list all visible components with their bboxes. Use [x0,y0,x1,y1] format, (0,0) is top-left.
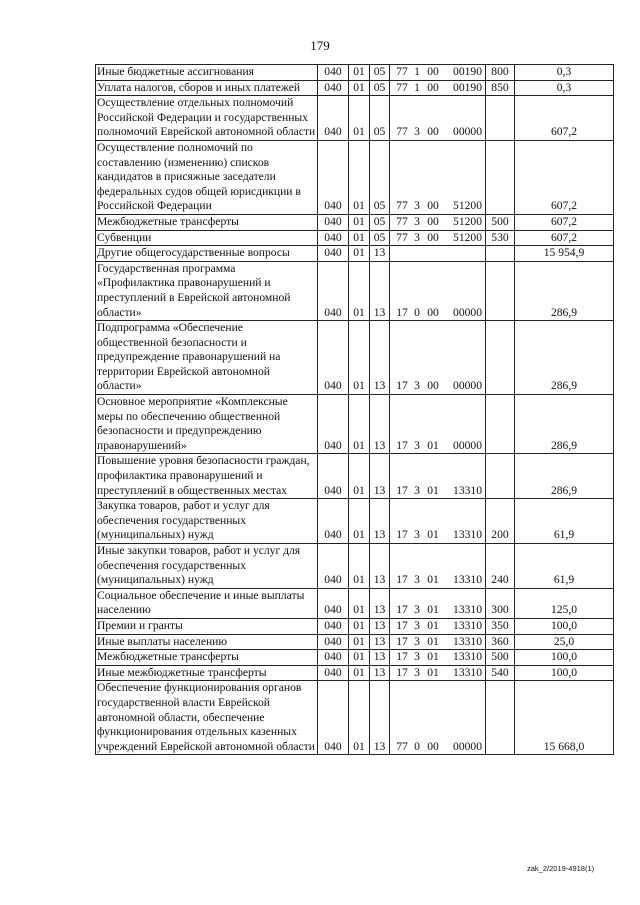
table-row [96,246,614,262]
target-code-part: 00 [427,739,439,753]
budget-table [95,64,614,755]
target-article-code [390,544,486,589]
subsection-code: 05 [370,65,390,81]
subsection-code: 13 [370,246,390,262]
subsection-code: 13 [370,665,390,681]
expense-type-code: 200 [486,499,515,544]
expense-type-code: 850 [486,80,515,96]
target-code-part: 17 [396,483,408,497]
target-article-code [390,246,486,262]
target-code-part: 01 [427,438,439,452]
target-code-part: 77 [396,125,408,139]
ministry-code: 040 [318,214,349,230]
target-article-code [390,65,486,81]
target-code-part: 0 [414,305,420,319]
row-name: Иные закупки товаров, работ и услуг для обеспечения государственных (муниципальных) нужд [96,544,318,589]
amount: 286,9 [515,454,614,499]
expense-type-code [486,246,515,262]
section-code: 01 [349,665,370,681]
expense-type-code [486,140,515,214]
target-code-part: 0 [414,739,420,753]
target-article-code [390,395,486,454]
target-code-part: 17 [396,603,408,617]
target-code-part: 01 [427,618,439,632]
target-code-part: 3 [414,650,420,664]
section-code: 01 [349,395,370,454]
expense-type-code: 350 [486,618,515,634]
expense-type-code: 500 [486,214,515,230]
target-code-part: 01 [427,650,439,664]
row-name: Другие общегосударственные вопросы [96,246,318,262]
target-code-part: 01 [427,665,439,679]
section-code: 01 [349,454,370,499]
subsection-code: 13 [370,681,390,755]
table-row [96,634,614,650]
target-code-part: 17 [396,379,408,393]
target-code-part: 77 [396,230,408,244]
target-article-code [390,80,486,96]
target-article-code [390,665,486,681]
target-code-part: 00000 [453,125,482,139]
target-article-code [390,230,486,246]
target-code-part: 51200 [453,214,482,228]
target-article-code [390,454,486,499]
ministry-code: 040 [318,499,349,544]
expense-type-code [486,395,515,454]
row-name: Осуществление отдельных полномочий Российской Федерации и государственных полномочий Еврейской автономной области [96,96,318,141]
target-code-part: 3 [414,483,420,497]
ministry-code: 040 [318,454,349,499]
target-code-part: 13310 [453,634,482,648]
target-code-part: 13310 [453,603,482,617]
target-code-part: 77 [396,214,408,228]
target-code-part: 1 [414,65,420,78]
target-code-part: 00 [427,214,439,228]
target-code-part: 00000 [453,739,482,753]
target-code-part: 00000 [453,379,482,393]
subsection-code: 13 [370,588,390,618]
target-code-part: 17 [396,618,408,632]
target-article-code [390,261,486,320]
section-code: 01 [349,246,370,262]
row-name: Межбюджетные трансферты [96,650,318,666]
row-name: Обеспечение функционирования органов государственной власти Еврейской автономной области, обеспечение функционирования отдельных казенных учреждений Еврейской автономной области [96,681,318,755]
table-row [96,454,614,499]
expense-type-code: 240 [486,544,515,589]
amount: 100,0 [515,650,614,666]
subsection-code: 13 [370,499,390,544]
target-code-part: 00 [427,65,439,78]
target-code-part: 3 [414,618,420,632]
target-code-part: 00 [427,199,439,213]
target-code-part: 17 [396,305,408,319]
row-name: Государственная программа «Профилактика правонарушений и преступлений в Еврейской автономной области» [96,261,318,320]
section-code: 01 [349,499,370,544]
target-code-part: 77 [396,739,408,753]
amount: 100,0 [515,618,614,634]
amount: 607,2 [515,140,614,214]
target-code-part: 1 [414,80,420,94]
target-code-part: 17 [396,528,408,542]
amount: 61,9 [515,544,614,589]
target-article-code [390,650,486,666]
row-name: Субвенции [96,230,318,246]
ministry-code: 040 [318,588,349,618]
ministry-code: 040 [318,634,349,650]
subsection-code: 05 [370,214,390,230]
ministry-code: 040 [318,681,349,755]
table-row [96,395,614,454]
target-code-part: 3 [414,528,420,542]
amount: 607,2 [515,214,614,230]
subsection-code: 05 [370,80,390,96]
row-name: Основное мероприятие «Комплексные меры по обеспечению общественной безопасности и предупреждению правонарушений» [96,395,318,454]
expense-type-code: 360 [486,634,515,650]
amount: 286,9 [515,395,614,454]
section-code: 01 [349,544,370,589]
section-code: 01 [349,230,370,246]
amount: 286,9 [515,321,614,395]
expense-type-code: 800 [486,65,515,81]
expense-type-code [486,96,515,141]
target-code-part: 00 [427,379,439,393]
target-code-part: 00190 [453,80,482,94]
table-row [96,665,614,681]
target-code-part: 13310 [453,618,482,632]
table-row [96,65,614,81]
table-row [96,214,614,230]
target-code-part: 51200 [453,230,482,244]
section-code: 01 [349,321,370,395]
amount: 0,3 [515,80,614,96]
section-code: 01 [349,80,370,96]
ministry-code: 040 [318,230,349,246]
row-name: Подпрограмма «Обеспечение общественной безопасности и предупреждение правонарушений на территории Еврейской автономной области» [96,321,318,395]
table-row [96,80,614,96]
target-code-part: 3 [414,573,420,587]
target-code-part: 77 [396,65,408,78]
section-code: 01 [349,96,370,141]
target-article-code [390,499,486,544]
target-code-part: 01 [427,483,439,497]
target-code-part: 13310 [453,528,482,542]
subsection-code: 05 [370,230,390,246]
target-code-part: 17 [396,438,408,452]
table-row [96,261,614,320]
row-name: Премии и гранты [96,618,318,634]
table-row [96,650,614,666]
row-name: Иные выплаты населению [96,634,318,650]
target-code-part: 3 [414,603,420,617]
amount: 15 668,0 [515,681,614,755]
row-name: Иные бюджетные ассигнования [96,65,318,81]
table-row [96,230,614,246]
subsection-code: 13 [370,650,390,666]
table-row [96,96,614,141]
ministry-code: 040 [318,261,349,320]
amount: 607,2 [515,230,614,246]
target-code-part: 01 [427,573,439,587]
target-code-part: 3 [414,230,420,244]
target-code-part: 3 [414,665,420,679]
row-name: Повышение уровня безопасности граждан, профилактика правонарушений и преступлений в общественных местах [96,454,318,499]
amount: 125,0 [515,588,614,618]
target-code-part: 3 [414,125,420,139]
ministry-code: 040 [318,544,349,589]
section-code: 01 [349,650,370,666]
ministry-code: 040 [318,321,349,395]
expense-type-code: 540 [486,665,515,681]
target-code-part: 13310 [453,573,482,587]
subsection-code: 13 [370,634,390,650]
section-code: 01 [349,214,370,230]
target-code-part: 01 [427,603,439,617]
target-code-part: 17 [396,650,408,664]
subsection-code: 13 [370,321,390,395]
target-article-code [390,321,486,395]
subsection-code: 13 [370,618,390,634]
target-code-part: 00000 [453,438,482,452]
target-code-part: 77 [396,199,408,213]
subsection-code: 13 [370,544,390,589]
ministry-code: 040 [318,96,349,141]
amount: 0,3 [515,65,614,81]
section-code: 01 [349,588,370,618]
expense-type-code [486,681,515,755]
target-code-part: 01 [427,528,439,542]
target-article-code [390,634,486,650]
amount: 100,0 [515,665,614,681]
amount: 607,2 [515,96,614,141]
table-row [96,499,614,544]
ministry-code: 040 [318,395,349,454]
target-code-part: 00 [427,230,439,244]
page-number: 179 [310,38,330,53]
row-name: Межбюджетные трансферты [96,214,318,230]
table-row [96,321,614,395]
target-code-part: 17 [396,634,408,648]
table-row [96,618,614,634]
section-code: 01 [349,634,370,650]
ministry-code: 040 [318,246,349,262]
target-code-part: 00000 [453,305,482,319]
subsection-code: 13 [370,395,390,454]
target-code-part: 13310 [453,665,482,679]
table-row [96,588,614,618]
section-code: 01 [349,618,370,634]
target-code-part: 00 [427,305,439,319]
ministry-code: 040 [318,65,349,81]
table-row [96,140,614,214]
ministry-code: 040 [318,140,349,214]
amount: 286,9 [515,261,614,320]
document-code: zak_2/2019-4918(1) [527,864,595,873]
expense-type-code: 500 [486,650,515,666]
subsection-code: 13 [370,261,390,320]
subsection-code: 13 [370,454,390,499]
row-name: Уплата налогов, сборов и иных платежей [96,80,318,96]
target-code-part: 3 [414,214,420,228]
ministry-code: 040 [318,80,349,96]
ministry-code: 040 [318,618,349,634]
target-article-code [390,681,486,755]
amount: 15 954,9 [515,246,614,262]
section-code: 01 [349,681,370,755]
target-code-part: 3 [414,199,420,213]
row-name: Иные межбюджетные трансферты [96,665,318,681]
target-article-code [390,140,486,214]
target-article-code [390,214,486,230]
target-article-code [390,618,486,634]
target-code-part: 3 [414,438,420,452]
target-code-part: 3 [414,634,420,648]
row-name: Осуществление полномочий по составлению (изменению) списков кандидатов в присяжные заседатели федеральных судов общей юрисдикции в Российской Федерации [96,140,318,214]
section-code: 01 [349,65,370,81]
target-code-part: 13310 [453,483,482,497]
table-row [96,681,614,755]
ministry-code: 040 [318,650,349,666]
row-name: Социальное обеспечение и иные выплаты населению [96,588,318,618]
subsection-code: 05 [370,96,390,141]
expense-type-code [486,261,515,320]
target-code-part: 13310 [453,650,482,664]
section-code: 01 [349,261,370,320]
amount: 25,0 [515,634,614,650]
target-code-part: 00190 [453,65,482,78]
target-code-part: 3 [414,379,420,393]
target-article-code [390,588,486,618]
target-code-part: 17 [396,665,408,679]
target-code-part: 77 [396,80,408,94]
amount: 61,9 [515,499,614,544]
expense-type-code [486,321,515,395]
section-code: 01 [349,140,370,214]
subsection-code: 05 [370,140,390,214]
ministry-code: 040 [318,665,349,681]
target-code-part: 51200 [453,199,482,213]
table-row [96,544,614,589]
expense-type-code: 300 [486,588,515,618]
row-name: Закупка товаров, работ и услуг для обеспечения государственных (муниципальных) нужд [96,499,318,544]
target-code-part: 01 [427,634,439,648]
expense-type-code [486,454,515,499]
target-code-part: 17 [396,573,408,587]
target-article-code [390,96,486,141]
table-body [96,65,614,755]
target-code-part: 00 [427,80,439,94]
target-code-part: 00 [427,125,439,139]
expense-type-code: 530 [486,230,515,246]
